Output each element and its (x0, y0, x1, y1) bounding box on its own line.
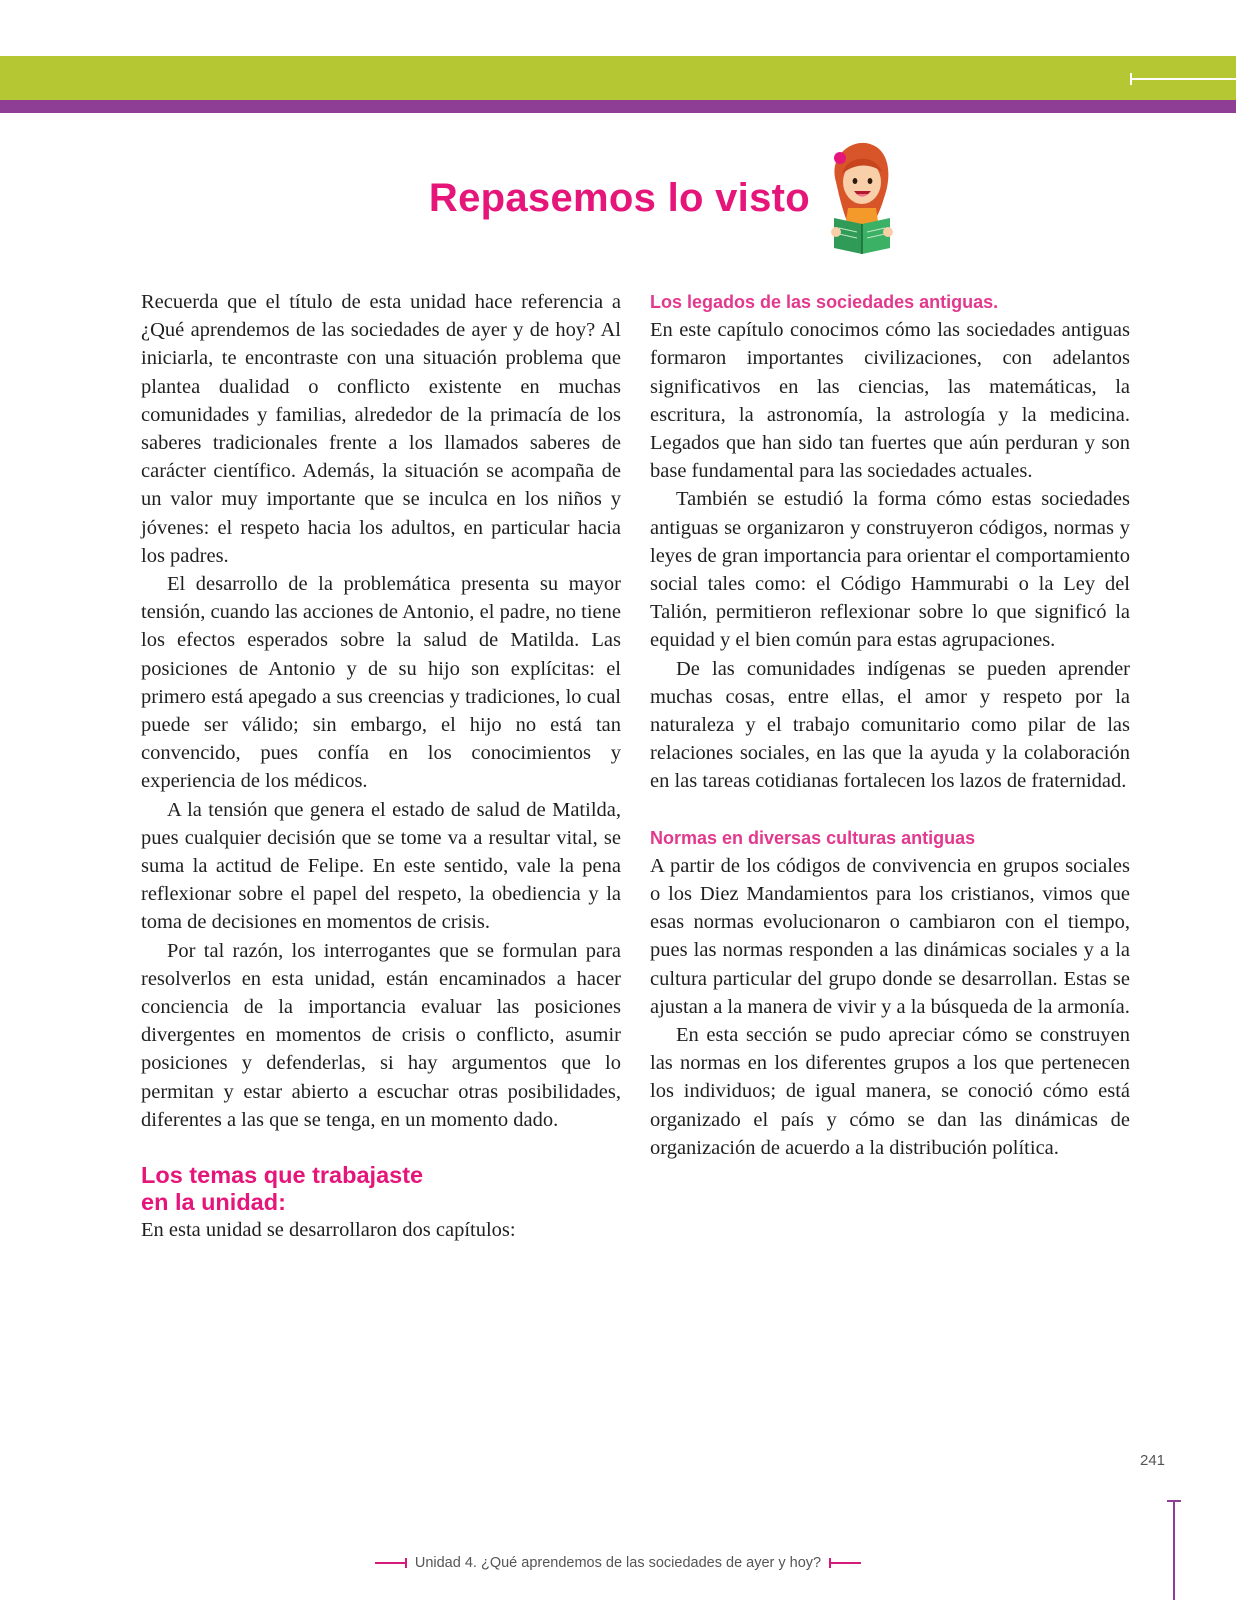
section-title-line: en la unidad: (141, 1189, 286, 1216)
section-spacer (650, 796, 1130, 824)
header-band-green (0, 56, 1236, 100)
header-rule-line (1130, 78, 1236, 80)
footer-unit-title: ¿Qué aprendemos de las sociedades de ayer y hoy? (480, 1555, 822, 1571)
body-paragraph: De las comunidades indígenas se pueden aprender muchas cosas, entre ellas, el amor y respeto por la naturaleza y el trabajo comunitario como pilar de las relaciones sociales, en las que la ayuda y la colaboración en las tareas cotidianas fortalecen los lazos de fraternidad. (650, 657, 1130, 793)
body-paragraph: También se estudió la forma cómo estas sociedades antiguas se organizaron y construyeron códigos, normas y leyes de gran importancia para orientar el comportamiento social tales como: el Código Hammurabi o la Ley del Talión, permitieron reflexionar sobre lo que significó la equidad y el bien común para estas agrupaciones. (650, 488, 1130, 652)
page-title: Repasemos lo visto (428, 176, 810, 220)
footer-unit-label: Unidad 4. (414, 1555, 477, 1571)
right-column (650, 288, 1130, 1162)
footer-right-rule (829, 1562, 861, 1564)
girl-reading-book-icon (822, 136, 902, 262)
body-paragraph: A la tensión que genera el estado de salud de Matilda, pues cualquier decisión que se tome va a resultar vital, se suma la actitud de Felipe. En este sentido, vale la pena reflexionar sobre el papel del respeto, la obediencia y la toma de decisiones en momentos de crisis. (141, 798, 621, 934)
footer-left-rule (375, 1562, 407, 1564)
footer-vertical-line (1173, 1500, 1175, 1600)
body-paragraph: Por tal razón, los interrogantes que se formulan para resolverlos en esta unidad, están encaminados a hacer conciencia de la importancia evaluar las posiciones divergentes en momentos de crisis o conflicto, asumir posiciones y defenderlas, si hay argumentos que lo permitan y estar abierto a escuchar otras posibilidades, diferentes a las que se tenga, en un momento dado. (141, 939, 621, 1131)
section-title (141, 1162, 621, 1216)
header-rule-tick (1130, 73, 1132, 85)
body-paragraph: En este capítulo conocimos cómo las sociedades antiguas formaron importantes civilizaciones, con adelantos significativos en las ciencias, las matemáticas, la escritura, la astronomía, la astrología y la medicina. Legados que han sido tan fuertes que aún perduran y son base fundamental para las sociedades actuales. (650, 319, 1130, 483)
body-paragraph: A partir de los códigos de convivencia en grupos sociales o los Diez Mandamientos para los cristianos, vimos que esas normas evolucionaron o cambiaron con el tiempo, pues las normas responden a las dinámicas sociales y a la cultura particular del grupo donde se desarrollan. Estas se ajustan a la manera de vivir y a la búsqueda de la armonía. (650, 854, 1130, 1018)
body-paragraph: En esta sección se pudo apreciar cómo se construyen las normas en los diferentes grupos a los que pertenecen los individuos; de igual manera, se conoció cómo está organizado el país y cómo se dan las dinámicas de organización de acuerdo a la distribución política. (650, 1024, 1130, 1159)
footer (0, 1555, 1236, 1571)
section-intro: En esta unidad se desarrollaron dos capítulos: (141, 1219, 516, 1242)
intro-paragraph: Recuerda que el título de esta unidad hace referencia a ¿Qué aprendemos de las sociedades de ayer y de hoy? Al iniciarla, te encontraste con una situación problema que plantea dualidad o conflicto existente en muchas comunidades y familias, alrededor de la primacía de los saberes tradicionales frente a los llamados saberes de carácter científico. Además, la situación se acompaña de un valor muy importante que se inculca en los niños y jóvenes: el respeto hacia los adultos, en particular hacia los padres. (141, 291, 621, 567)
body-paragraph: El desarrollo de la problemática presenta su mayor tensión, cuando las acciones de Antonio, el padre, no tiene los efectos esperados sobre la salud de Matilda. Las posiciones de Antonio y de su hijo son explícitas: el primero está apegado a sus creencias y tradiciones, lo cual puede ser válido; sin embargo, el hijo no está tan convencido, pues confía en los conocimientos y experiencia de los médicos. (141, 573, 621, 793)
subheading-normas: Normas en diversas culturas antiguas (650, 827, 976, 848)
page-number: 241 (1140, 1452, 1166, 1469)
subheading-legados: Los legados de las sociedades antiguas. (650, 292, 999, 312)
header-band-purple (0, 100, 1236, 113)
left-column (141, 288, 621, 1244)
section-title-line: Los temas que trabajaste (141, 1162, 424, 1189)
